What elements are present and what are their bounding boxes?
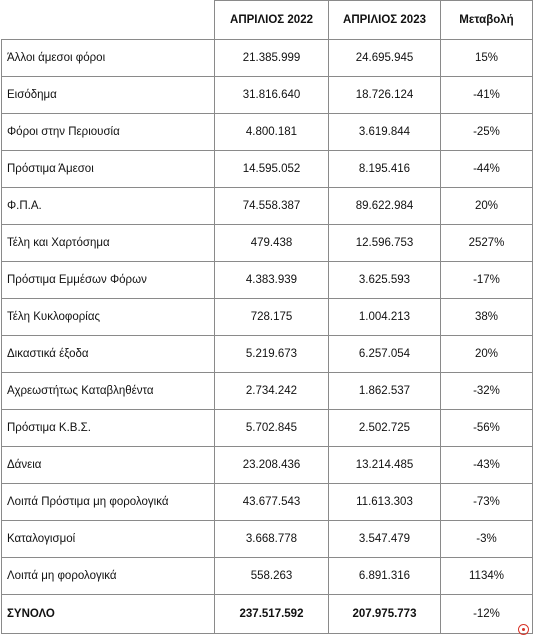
table-row [2,114,533,151]
change-value: 1134% [441,558,533,595]
table-row [2,521,533,558]
change-value: 20% [441,188,533,225]
change-value: 20% [441,336,533,373]
row-label: Εισόδημα [2,77,215,114]
change-value: -56% [441,410,533,447]
change-value: -17% [441,262,533,299]
row-label: Τέλη και Χαρτόσημα [2,225,215,262]
table-row [2,484,533,521]
row-label: Δάνεια [2,447,215,484]
value-2023: 18.726.124 [329,77,441,114]
value-2022: 21.385.999 [215,40,329,77]
revenue-comparison-table [1,0,533,634]
value-2023: 89.622.984 [329,188,441,225]
value-2022: 23.208.436 [215,447,329,484]
table-row [2,77,533,114]
value-2023: 1.004.213 [329,299,441,336]
row-label: Πρόστιμα Κ.Β.Σ. [2,410,215,447]
total-2023: 207.975.773 [329,595,441,634]
row-label: Άλλοι άμεσοι φόροι [2,40,215,77]
value-2023: 1.862.537 [329,373,441,410]
row-label: Λοιπά μη φορολογικά [2,558,215,595]
value-2022: 4.383.939 [215,262,329,299]
row-label: Πρόστιμα Άμεσοι [2,151,215,188]
header-empty-cell [2,1,215,40]
header-april-2023: ΑΠΡΙΛΙΟΣ 2023 [329,1,441,40]
change-value: 2527% [441,225,533,262]
table-row [2,558,533,595]
change-value: -25% [441,114,533,151]
change-value: -3% [441,521,533,558]
value-2022: 5.219.673 [215,336,329,373]
row-label: Φόροι στην Περιουσία [2,114,215,151]
value-2023: 8.195.416 [329,151,441,188]
value-2023: 6.257.054 [329,336,441,373]
value-2022: 3.668.778 [215,521,329,558]
table-row [2,151,533,188]
table-row [2,447,533,484]
value-2022: 74.558.387 [215,188,329,225]
value-2023: 3.619.844 [329,114,441,151]
total-row [2,595,533,634]
change-value: -43% [441,447,533,484]
value-2022: 728.175 [215,299,329,336]
change-value: 15% [441,40,533,77]
total-label: ΣΥΝΟΛΟ [2,595,215,634]
table-row [2,262,533,299]
value-2023: 6.891.316 [329,558,441,595]
value-2023: 3.547.479 [329,521,441,558]
value-2022: 31.816.640 [215,77,329,114]
row-label: Λοιπά Πρόστιμα μη φορολογικά [2,484,215,521]
change-value: -44% [441,151,533,188]
value-2023: 12.596.753 [329,225,441,262]
row-label: Καταλογισμοί [2,521,215,558]
revenue-table-container [1,0,532,634]
value-2022: 43.677.543 [215,484,329,521]
table-row [2,225,533,262]
change-value: -41% [441,77,533,114]
total-change: -12% [441,595,533,634]
value-2022: 4.800.181 [215,114,329,151]
table-body [2,40,533,634]
table-row [2,299,533,336]
row-label: Φ.Π.Α. [2,188,215,225]
header-april-2022: ΑΠΡΙΛΙΟΣ 2022 [215,1,329,40]
value-2022: 5.702.845 [215,410,329,447]
row-label: Αχρεωστήτως Καταβληθέντα [2,373,215,410]
table-row [2,188,533,225]
table-row [2,40,533,77]
table-row [2,336,533,373]
value-2022: 14.595.052 [215,151,329,188]
value-2023: 11.613.303 [329,484,441,521]
value-2023: 24.695.945 [329,40,441,77]
value-2023: 3.625.593 [329,262,441,299]
row-label: Πρόστιμα Εμμέσων Φόρων [2,262,215,299]
total-2022: 237.517.592 [215,595,329,634]
value-2023: 13.214.485 [329,447,441,484]
value-2022: 479.438 [215,225,329,262]
table-row [2,373,533,410]
value-2022: 2.734.242 [215,373,329,410]
table-row [2,410,533,447]
value-2022: 558.263 [215,558,329,595]
change-value: -73% [441,484,533,521]
change-value: 38% [441,299,533,336]
change-value: -32% [441,373,533,410]
value-2023: 2.502.725 [329,410,441,447]
header-row [2,1,533,40]
logo-icon [518,624,529,635]
header-change: Μεταβολή [441,1,533,40]
row-label: Δικαστικά έξοδα [2,336,215,373]
row-label: Τέλη Κυκλοφορίας [2,299,215,336]
